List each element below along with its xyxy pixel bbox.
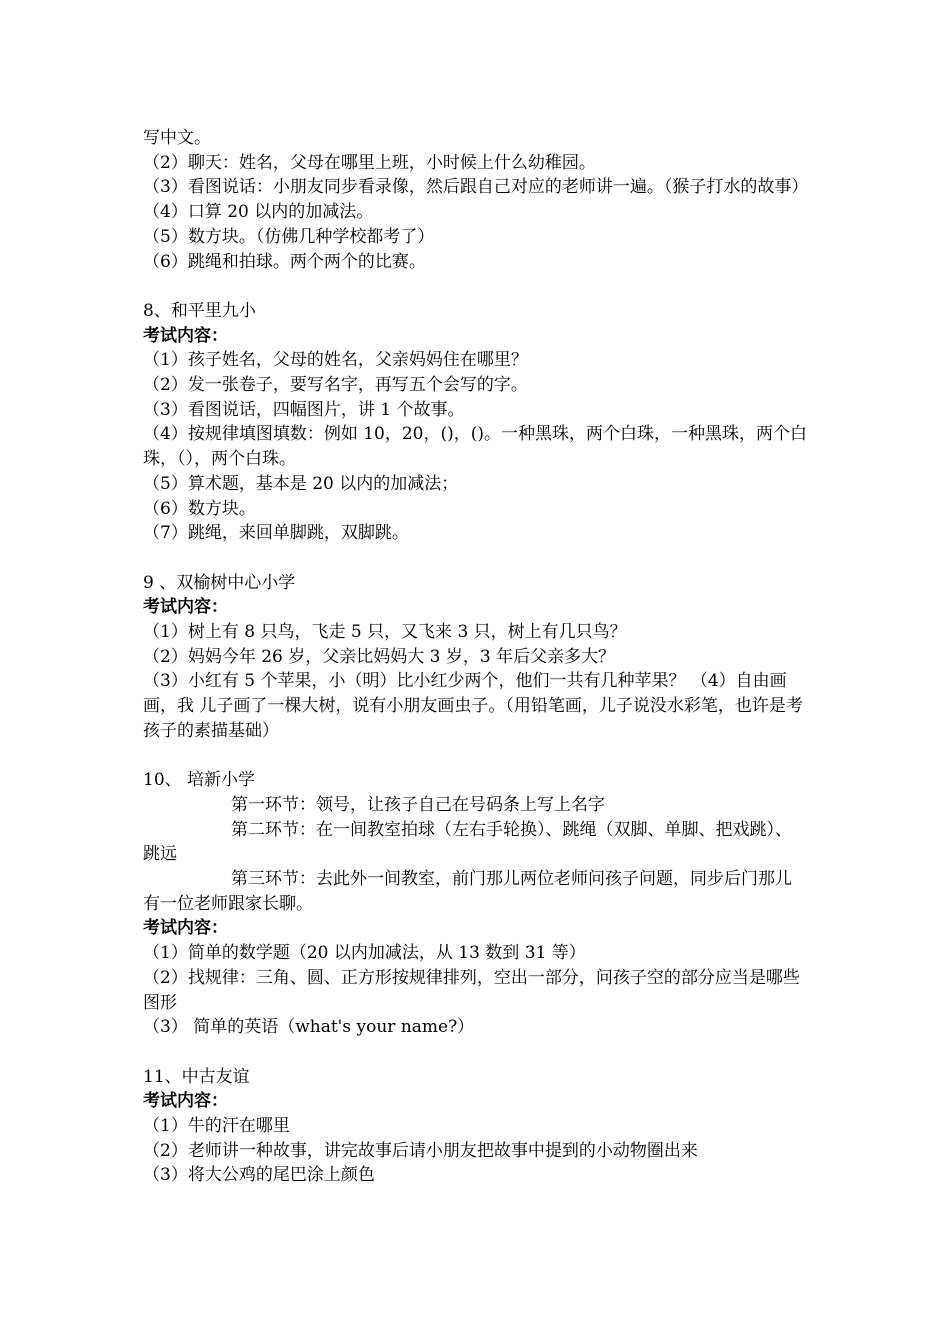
- list-item: （3）小红有 5 个苹果，小（明）比小红少两个，他们一共有几种苹果？ （4）自由画画，我 儿子画了一棵大树，说有小朋友画虫子。（用铅笔画，儿子说没水彩笔，也许是考孩子的素描基础）: [143, 671, 803, 741]
- list-item: （4）按规律填图填数：例如 10，20，()，()。一种黑珠，两个白珠，一种黑珠，两个白珠，（），两个白珠。: [143, 424, 808, 470]
- list-item: （2）发一张卷子，要写名字，再写五个会写的字。: [143, 375, 528, 396]
- section-11: [143, 1065, 808, 1189]
- step-line: 第三环节：去此外一间教室，前门那儿两位老师问孩子问题，同步后门那儿有一位老师跟家长聊。: [143, 869, 792, 914]
- list-item: （1）孩子姓名，父母的姓名，父亲妈妈住在哪里？: [143, 350, 528, 371]
- section-heading: 考试内容：: [143, 597, 228, 618]
- list-item: （2）找规律：三角、圆、正方形按规律排列，空出一部分，问孩子空的部分应当是哪些图形: [143, 967, 800, 1013]
- section-title: 9 、双榆树中心小学: [143, 572, 296, 593]
- section-heading: 考试内容：: [143, 918, 228, 939]
- list-item: （3）看图说话，四幅图片，讲 1 个故事。: [143, 399, 465, 420]
- step-line: 第一环节：领号，让孩子自己在号码条上写上名字: [231, 794, 605, 815]
- section-10: [143, 768, 808, 1040]
- list-item: （1）牛的汗在哪里: [143, 1116, 290, 1137]
- text-line: （4）口算 20 以内的加减法。: [143, 202, 374, 223]
- section-title: 11、中古友谊: [143, 1066, 250, 1087]
- document-page: [143, 126, 808, 1188]
- list-item: （7）跳绳，来回单脚跳，双脚跳。: [143, 523, 409, 544]
- spacer: [143, 744, 808, 769]
- continuation-block: [143, 126, 808, 274]
- text-line: 写中文。: [143, 128, 211, 148]
- list-item: （3） 简单的英语（what's your name?）: [143, 1017, 475, 1038]
- section-title: 10、 培新小学: [143, 770, 256, 791]
- text-line: （5）数方块。（仿佛几种学校都考了）: [143, 226, 435, 247]
- list-item: （2）老师讲一种故事，讲完故事后请小朋友把故事中提到的小动物圈出来: [143, 1140, 698, 1161]
- spacer: [143, 546, 808, 571]
- list-item: （1）简单的数学题（20 以内加减法，从 13 数到 31 等）: [143, 943, 586, 964]
- section-title: 8、和平里九小: [143, 300, 256, 321]
- text-line: （6）跳绳和拍球。两个两个的比赛。: [143, 251, 426, 272]
- list-item: （6）数方块。: [143, 498, 256, 519]
- section-heading: 考试内容：: [143, 1091, 228, 1112]
- section-heading: 考试内容：: [143, 325, 228, 346]
- section-9: [143, 571, 808, 744]
- list-item: （2）妈妈今年 26 岁，父亲比妈妈大 3 岁，3 年后父亲多大？: [143, 646, 616, 667]
- text-line: （2）聊天：姓名，父母在哪里上班，小时候上什么幼稚园。: [143, 152, 596, 173]
- step-line: 第二环节：在一间教室拍球（左右手轮换）、跳绳（双脚、单脚、把戏跳）、跳远: [143, 819, 792, 865]
- spacer: [143, 274, 808, 299]
- section-8: [143, 299, 808, 546]
- text-line: （3）看图说话：小朋友同步看录像，然后跟自己对应的老师讲一遍。（猴子打水的故事）: [143, 177, 809, 198]
- list-item: （1）树上有 8 只鸟，飞走 5 只，又飞来 3 只，树上有几只鸟？: [143, 622, 627, 643]
- list-item: （5）算术题，基本是 20 以内的加减法；: [143, 473, 459, 494]
- list-item: （3）将大公鸡的尾巴涂上颜色: [143, 1165, 375, 1186]
- spacer: [143, 1040, 808, 1065]
